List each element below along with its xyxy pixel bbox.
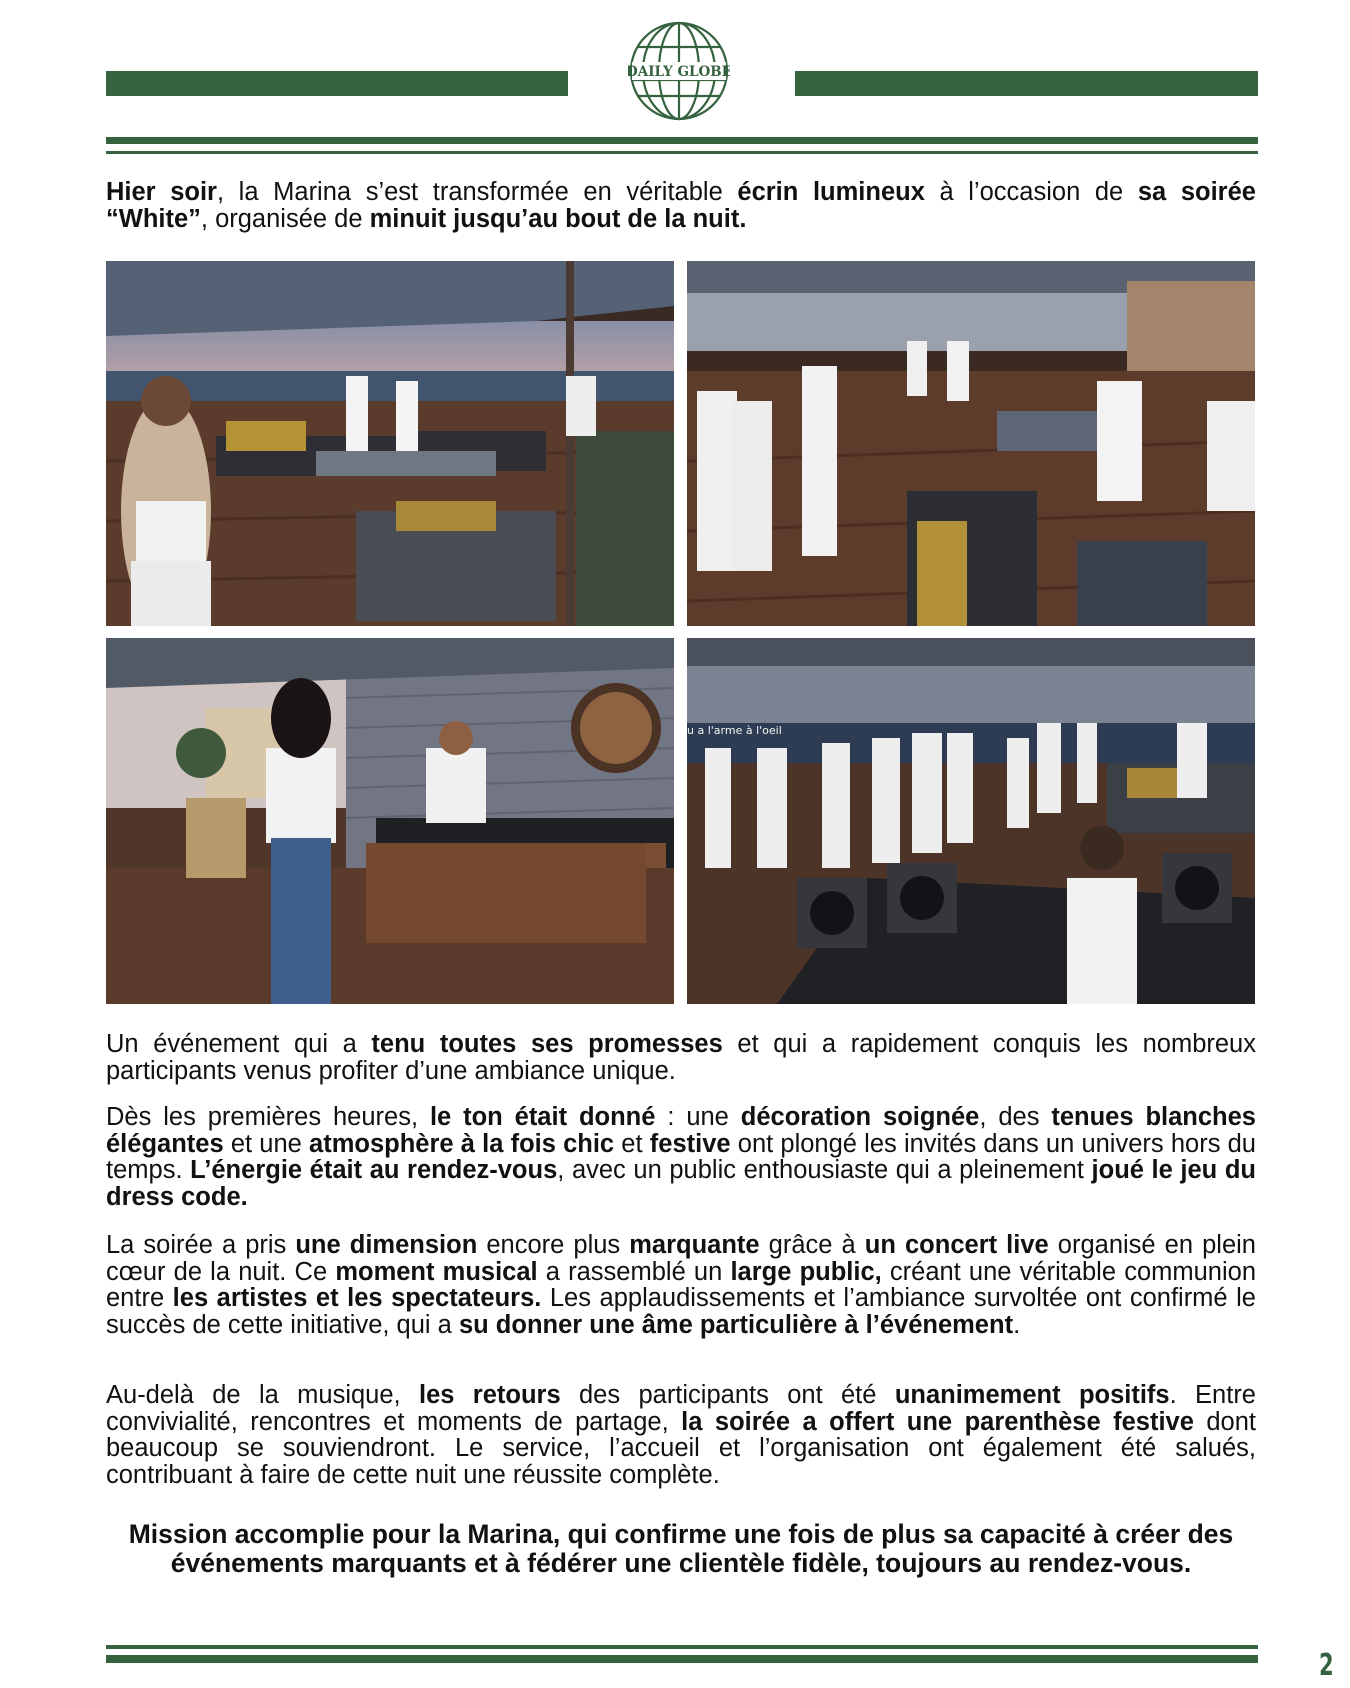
bold-text-run: un concert live [864, 1231, 1049, 1259]
text-run: et [614, 1129, 650, 1158]
bold-text-run: minuit jusqu’au bout de la nuit. [369, 204, 747, 233]
bold-text-run: festive [649, 1129, 731, 1158]
paragraph-3 [106, 1232, 1256, 1338]
header-bar-left [106, 71, 568, 96]
text-run: , avec un public enthousiaste qui a pleinement [557, 1156, 1092, 1184]
bold-text-run: Hier soir [106, 178, 217, 206]
bold-text-run: su donner une âme particulière à l’événement [458, 1310, 1014, 1339]
bold-text-run: moment musical [335, 1257, 538, 1286]
paragraph-4 [106, 1382, 1256, 1488]
text-run: . [1013, 1310, 1021, 1339]
footer-rule-thick [106, 1655, 1258, 1663]
daily-globe-logo [628, 20, 730, 122]
closing-statement: Mission accomplie pour la Marina, qui confirme une fois de plus sa capacité à créer des événements marquants et à fédérer une clientèle fidèle, toujours au rendez-vous. [128, 1519, 1234, 1578]
bold-text-run: les artistes et les spectateurs. [172, 1284, 542, 1312]
text-run: à l’occasion de [924, 178, 1138, 206]
text-run: Au-delà de la musique, [106, 1381, 419, 1409]
bold-text-run: sa soirée “White” [106, 178, 1256, 233]
text-run: La soirée a pris [106, 1231, 296, 1259]
text-run: et une [223, 1129, 310, 1158]
text-run: ont plongé les invités dans un univers hors du temps. [106, 1129, 1256, 1184]
paragraph-2 [106, 1104, 1256, 1210]
logo-text: DAILY GLOBE [628, 64, 730, 80]
bold-text-run: joué le jeu du dress code. [106, 1156, 1256, 1211]
photo-bar-counter [106, 638, 674, 1004]
text-run: , des [979, 1103, 1052, 1131]
page-number: 2 [1319, 1648, 1334, 1683]
bold-text-run: tenu toutes ses promesses [371, 1030, 723, 1058]
header-rule-thin [106, 151, 1258, 154]
text-run: et qui a rapidement conquis les nombreux participants venus profiter d’une ambiance unique. [106, 1030, 1256, 1085]
header-rule-thick [106, 137, 1258, 144]
text-run: Les applaudissements et l’ambiance survoltée ont confirmé le succès de cette initiative, qui a [106, 1284, 1256, 1339]
bold-text-run: une dimension [295, 1231, 478, 1259]
text-run: a rassemblé un [537, 1257, 731, 1286]
photo-terrace-dancing [687, 261, 1255, 626]
text-run: des participants ont été [560, 1381, 895, 1409]
text-run: grâce à [759, 1231, 865, 1259]
text-run: , organisée de [200, 204, 370, 233]
text-run: dont beaucoup se souviendront. Le service, l’accueil et l’organisation ont également été salués, contribuant à faire de cette nuit une réussite complète. [106, 1407, 1257, 1489]
bold-text-run: la soirée a offert une parenthèse festive [681, 1407, 1194, 1436]
bold-text-run: le ton était donné [429, 1103, 656, 1131]
text-run: créant une véritable communion entre [106, 1257, 1256, 1312]
bold-text-run: L’énergie était au rendez-vous [190, 1156, 558, 1184]
text-run: . Entre convivialité, rencontres et moments de partage, [106, 1381, 1256, 1436]
bold-text-run: les retours [418, 1381, 561, 1409]
header-bar-right [795, 71, 1258, 96]
bold-text-run: marquante [629, 1231, 760, 1259]
photo-terrace-lounge [106, 261, 674, 626]
photo-live-concert [687, 638, 1255, 1004]
text-run: , la Marina s’est transformée en véritable [216, 178, 738, 206]
intro-paragraph [106, 179, 1256, 232]
text-run: encore plus [477, 1231, 630, 1259]
bold-text-run: tenues blanches élégantes [106, 1103, 1256, 1158]
bold-text-run: unanimement positifs [894, 1381, 1170, 1409]
paragraph-1 [106, 1031, 1256, 1084]
text-run: Dès les premières heures, [106, 1103, 430, 1131]
bold-text-run: décoration soignée [740, 1103, 980, 1131]
bold-text-run: large public, [730, 1257, 882, 1286]
text-run: Un événement qui a [106, 1030, 372, 1058]
text-run: : une [655, 1103, 741, 1131]
photo-overlay-text: u a l'arme à l'oeil [687, 724, 782, 737]
footer-rule-thin [106, 1645, 1258, 1649]
bold-text-run: écrin lumineux [737, 178, 925, 206]
bold-text-run: atmosphère à la fois chic [309, 1129, 615, 1158]
text-run: organisé en plein cœur de la nuit. Ce [106, 1231, 1256, 1286]
